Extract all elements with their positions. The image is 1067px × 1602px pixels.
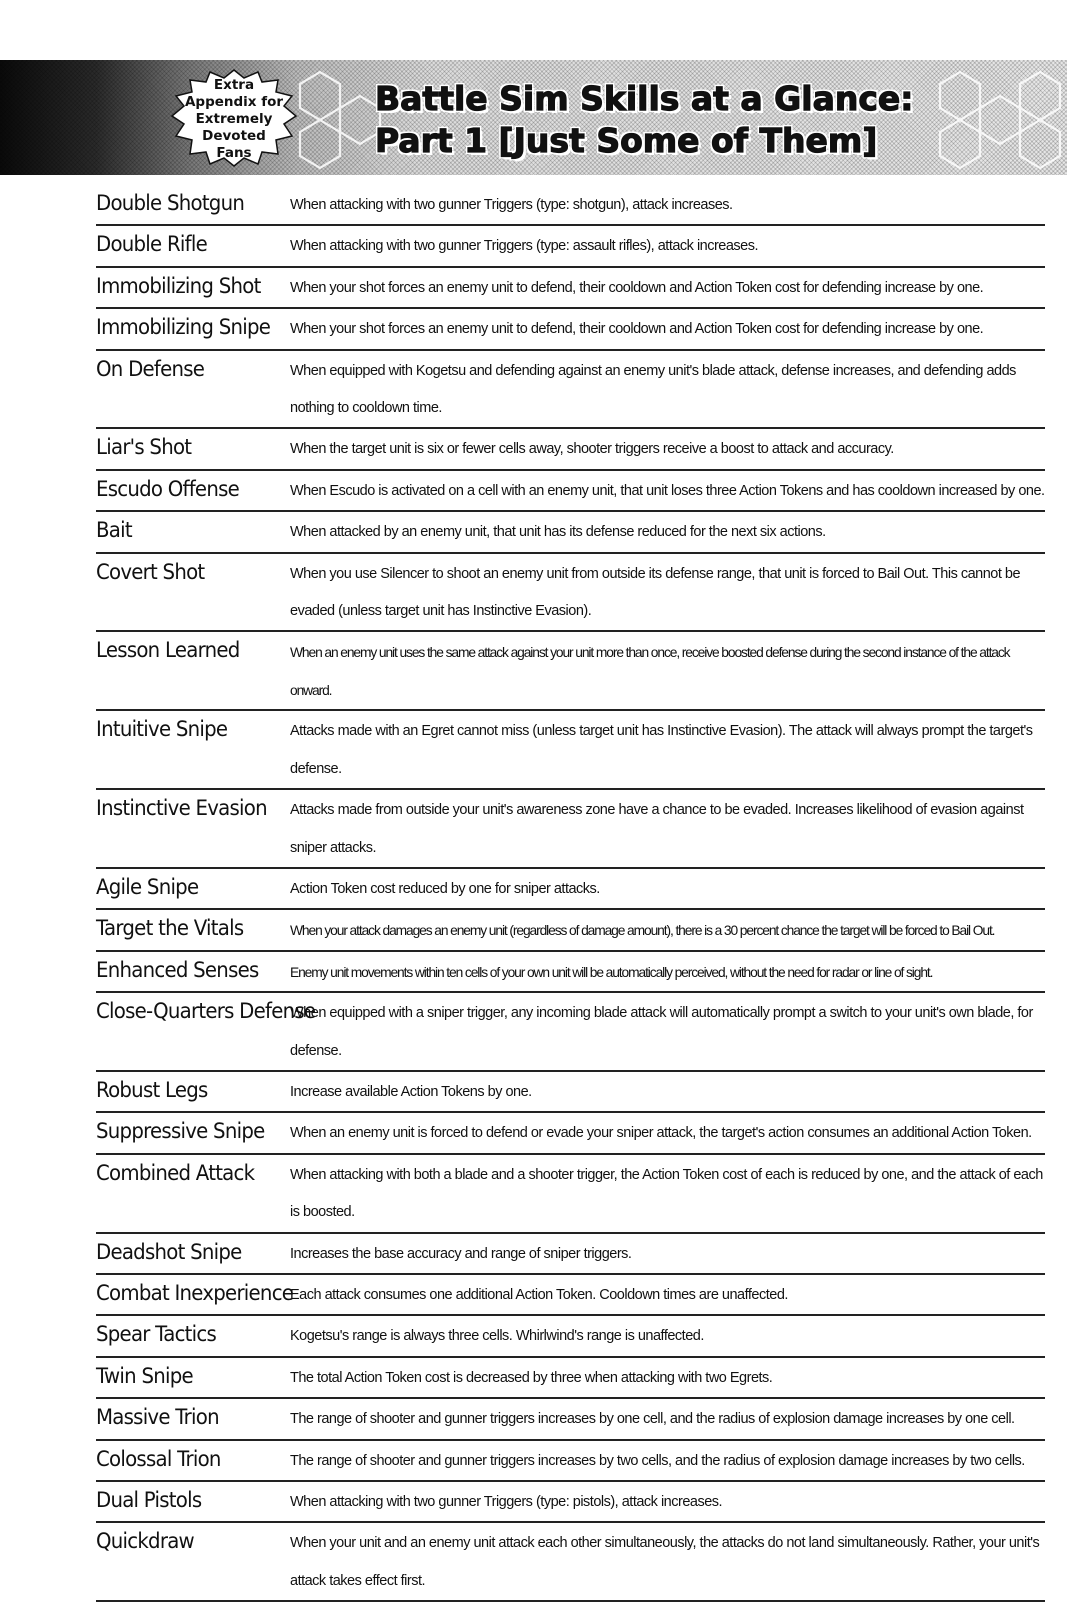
skill-row [96,512,1045,553]
skill-description: Increase available Action Tokens by one. [290,1083,532,1100]
skill-row [96,1316,1045,1357]
skill-name: Enhanced Senses [96,957,259,982]
header-banner [0,60,1067,175]
skill-description: Attacks made with an Egret cannot miss (unless target unit has Instinctive Evasion). The attack will always prompt the target's defense. [290,723,1033,777]
skill-description: When attacking with two gunner Triggers (type: assault rifles), attack increases. [290,238,759,255]
skill-row [96,1155,1045,1234]
skill-name: Robust Legs [96,1077,208,1102]
skill-name: Spear Tactics [96,1322,217,1347]
skill-description: When an enemy unit uses the same attack against your unit more than once, receive boosted defense during the second instance of the attack onward. [290,645,1010,698]
skill-row [96,1113,1045,1154]
skill-description: When attacking with two gunner Triggers (type: shotgun), attack increases. [290,197,733,213]
skill-row [96,1358,1045,1399]
skill-description: Enemy unit movements within ten cells of your own unit will be automatically perceived, without the need for radar or line of sight. [290,964,933,980]
skill-name: Target the Vitals [96,916,244,941]
skill-name: Suppressive Snipe [96,1119,265,1144]
skill-row [96,1275,1045,1316]
skill-description: Each attack consumes one additional Action Token. Cooldown times are unaffected. [290,1286,788,1303]
skill-row [96,351,1045,430]
badge-text: Extra Appendix for Extremely Devoted Fans [184,77,284,161]
skill-row [96,1482,1045,1523]
skill-name: Twin Snipe [96,1363,193,1388]
appendix-badge [170,68,298,168]
page-title [375,78,913,162]
skill-description: The total Action Token cost is decreased by three when attacking with two Egrets. [290,1369,773,1386]
skill-name: Combined Attack [96,1160,255,1185]
title-line-2: Part 1 [Just Some of Them] [375,121,878,160]
skill-row [96,1234,1045,1275]
skill-description: When the target unit is six or fewer cells away, shooter triggers receive a boost to attack and accuracy. [290,441,894,458]
skill-name: Immobilizing Shot [96,273,261,298]
skill-row [96,632,1045,711]
skill-name: Lesson Learned [96,638,240,663]
skill-row [96,226,1045,267]
skill-description: When equipped with Kogetsu and defending against an enemy unit's blade attack, defense increases, and defending adds nothing to cooldown time. [290,362,1016,417]
skill-name: Colossal Trion [96,1446,221,1471]
skill-name: Double Rifle [96,232,207,257]
skill-row [96,1072,1045,1113]
skill-name: Combat Inexperience [96,1280,294,1305]
skill-description: The range of shooter and gunner triggers increases by one cell, and the radius of explosion damage increases by one cell. [290,1411,1015,1428]
skills-table [96,185,1051,1602]
skill-description: When Escudo is activated on a cell with an enemy unit, that unit loses three Action Tokens and has cooldown increased by one. [290,482,1045,499]
skill-row [96,268,1045,309]
skill-name: Close-Quarters Defense [96,999,316,1024]
skill-row [96,1523,1045,1602]
skill-description: When your shot forces an enemy unit to defend, their cooldown and Action Token cost for defending increase by one. [290,321,984,338]
skill-row [96,869,1045,910]
skill-name: Intuitive Snipe [96,717,228,742]
skill-name: Escudo Offense [96,476,239,501]
skill-name: Massive Trion [96,1405,219,1430]
skill-name: Bait [96,518,132,543]
skill-row [96,554,1045,633]
skill-name: Deadshot Snipe [96,1239,242,1264]
skill-description: When attacking with two gunner Triggers (type: pistols), attack increases. [290,1494,723,1510]
skill-description: Kogetsu's range is always three cells. Whirlwind's range is unaffected. [290,1328,704,1345]
skill-description: When you use Silencer to shoot an enemy unit from outside its defense range, that unit is forced to Bail Out. This cannot be evaded (unless target unit has Instinctive Evasion). [290,565,1021,620]
skill-description: When your attack damages an enemy unit (regardless of damage amount), there is a 30 percent chance the target will be forced to Bail Out. [290,923,995,939]
skill-name: Dual Pistols [96,1488,202,1512]
skill-row [96,952,1045,993]
skill-name: Immobilizing Snipe [96,315,271,340]
skill-name: Instinctive Evasion [96,796,267,821]
skill-name: Double Shotgun [96,191,245,215]
skill-name: Agile Snipe [96,874,199,899]
title-line-1: Battle Sim Skills at a Glance: [375,79,914,118]
skill-row [96,1399,1045,1440]
skill-row [96,790,1045,869]
skill-row [96,185,1045,226]
skill-name: Covert Shot [96,559,205,584]
skill-description: When equipped with a sniper trigger, any incoming blade attack will automatically prompt a switch to your unit's own blade, for defense. [290,1005,1033,1059]
skill-row [96,429,1045,470]
skill-row [96,993,1045,1072]
skill-description: The range of shooter and gunner triggers increases by two cells, and the radius of explosion damage increases by two cells. [290,1452,1025,1469]
skill-row [96,1441,1045,1482]
skill-row [96,910,1045,951]
skill-name: On Defense [96,356,205,381]
skill-description: When attacking with both a blade and a shooter trigger, the Action Token cost of each is reduced by one, and the attack of each is boosted. [290,1166,1043,1221]
skill-row [96,309,1045,350]
skill-name: Quickdraw [96,1529,194,1554]
skill-row [96,471,1045,512]
skill-description: When your shot forces an enemy unit to defend, their cooldown and Action Token cost for defending increase by one. [290,279,984,296]
skill-description: Action Token cost reduced by one for sniper attacks. [290,880,600,897]
skill-description: When your unit and an enemy unit attack each other simultaneously, the attacks do not land simultaneously. Rather, your unit's attack takes effect first. [290,1535,1040,1589]
skill-description: When an enemy unit is forced to defend or evade your sniper attack, the target's action consumes an additional Action Token. [290,1125,1032,1142]
skill-row [96,711,1045,790]
skill-name: Liar's Shot [96,435,192,460]
skill-description: Attacks made from outside your unit's awareness zone have a chance to be evaded. Increases likelihood of evasion against sniper attacks. [290,802,1024,856]
skill-description: When attacked by an enemy unit, that unit has its defense reduced for the next six actions. [290,524,826,541]
skill-description: Increases the base accuracy and range of sniper triggers. [290,1245,632,1262]
